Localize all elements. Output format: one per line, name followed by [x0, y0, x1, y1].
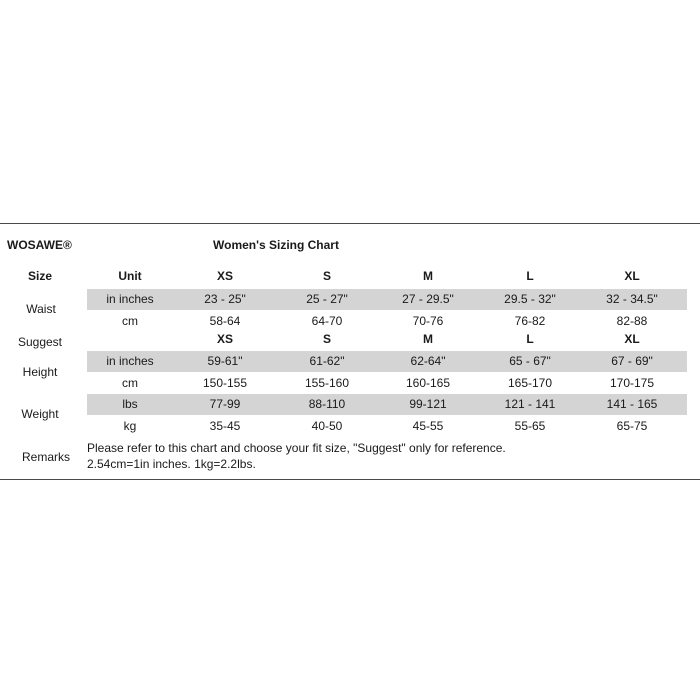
waist-inches-xl: 32 - 34.5"	[606, 292, 658, 306]
height-cm-unit: cm	[122, 376, 138, 390]
height-inches-xl: 67 - 69"	[611, 354, 653, 368]
remarks-line-2: 2.54cm=1in inches. 1kg=2.2lbs.	[87, 457, 256, 471]
weight-kg-m: 45-55	[412, 419, 444, 433]
height-cm-xs: 150-155	[202, 376, 248, 390]
waist-inches-xs: 23 - 25"	[204, 292, 246, 306]
waist-inches-m: 27 - 29.5"	[402, 292, 454, 306]
weight-kg-xs: 35-45	[209, 419, 241, 433]
waist-cm-s: 64-70	[311, 314, 343, 328]
row-band-weight-lbs	[87, 394, 687, 415]
unit-header: Unit	[118, 269, 142, 283]
size-header: Size	[27, 269, 53, 283]
height-label: Height	[22, 365, 58, 379]
waist-inches-unit: in inches	[106, 292, 154, 306]
row-band-waist-inches	[87, 289, 687, 310]
suggest-size-m: M	[423, 332, 433, 346]
waist-cm-l: 76-82	[514, 314, 546, 328]
waist-cm-xl: 82-88	[616, 314, 648, 328]
waist-label: Waist	[26, 302, 56, 316]
waist-cm-m: 70-76	[412, 314, 444, 328]
weight-kg-l: 55-65	[514, 419, 546, 433]
waist-cm-unit: cm	[122, 314, 138, 328]
weight-lbs-m: 99-121	[409, 397, 447, 411]
height-cm-xl: 170-175	[609, 376, 655, 390]
waist-inches-l: 29.5 - 32"	[504, 292, 556, 306]
height-cm-l: 165-170	[507, 376, 553, 390]
weight-lbs-xl: 141 - 165	[606, 397, 658, 411]
weight-lbs-unit: lbs	[122, 397, 138, 411]
weight-lbs-xs: 77-99	[209, 397, 241, 411]
height-inches-s: 61-62"	[309, 354, 345, 368]
height-inches-l: 65 - 67"	[509, 354, 551, 368]
height-cm-s: 155-160	[304, 376, 350, 390]
waist-inches-s: 25 - 27"	[306, 292, 348, 306]
weight-kg-s: 40-50	[311, 419, 343, 433]
waist-cm-xs: 58-64	[209, 314, 241, 328]
height-cm-m: 160-165	[405, 376, 451, 390]
height-inches-xs: 59-61"	[207, 354, 243, 368]
weight-lbs-s: 88-110	[308, 397, 346, 411]
size-header-xs: XS	[216, 269, 234, 283]
size-header-xl: XL	[624, 269, 640, 283]
size-header-s: S	[322, 269, 332, 283]
remarks-line-1: Please refer to this chart and choose your fit size, "Suggest" only for reference.	[87, 441, 506, 455]
weight-kg-xl: 65-75	[616, 419, 648, 433]
suggest-label: Suggest	[17, 335, 63, 349]
suggest-size-xs: XS	[216, 332, 234, 346]
weight-label: Weight	[21, 407, 59, 421]
height-inches-m: 62-64"	[410, 354, 446, 368]
suggest-size-xl: XL	[624, 332, 640, 346]
height-inches-unit: in inches	[106, 354, 154, 368]
sizing-chart	[0, 223, 700, 480]
suggest-size-l: L	[526, 332, 534, 346]
suggest-size-s: S	[322, 332, 332, 346]
weight-lbs-l: 121 - 141	[504, 397, 556, 411]
chart-title: Women's Sizing Chart	[213, 238, 339, 252]
size-header-m: M	[423, 269, 433, 283]
size-header-l: L	[526, 269, 534, 283]
weight-kg-unit: kg	[123, 419, 137, 433]
remarks-label: Remarks	[21, 450, 71, 464]
brand-name: WOSAWE®	[7, 238, 72, 252]
row-band-height-inches	[87, 351, 687, 372]
